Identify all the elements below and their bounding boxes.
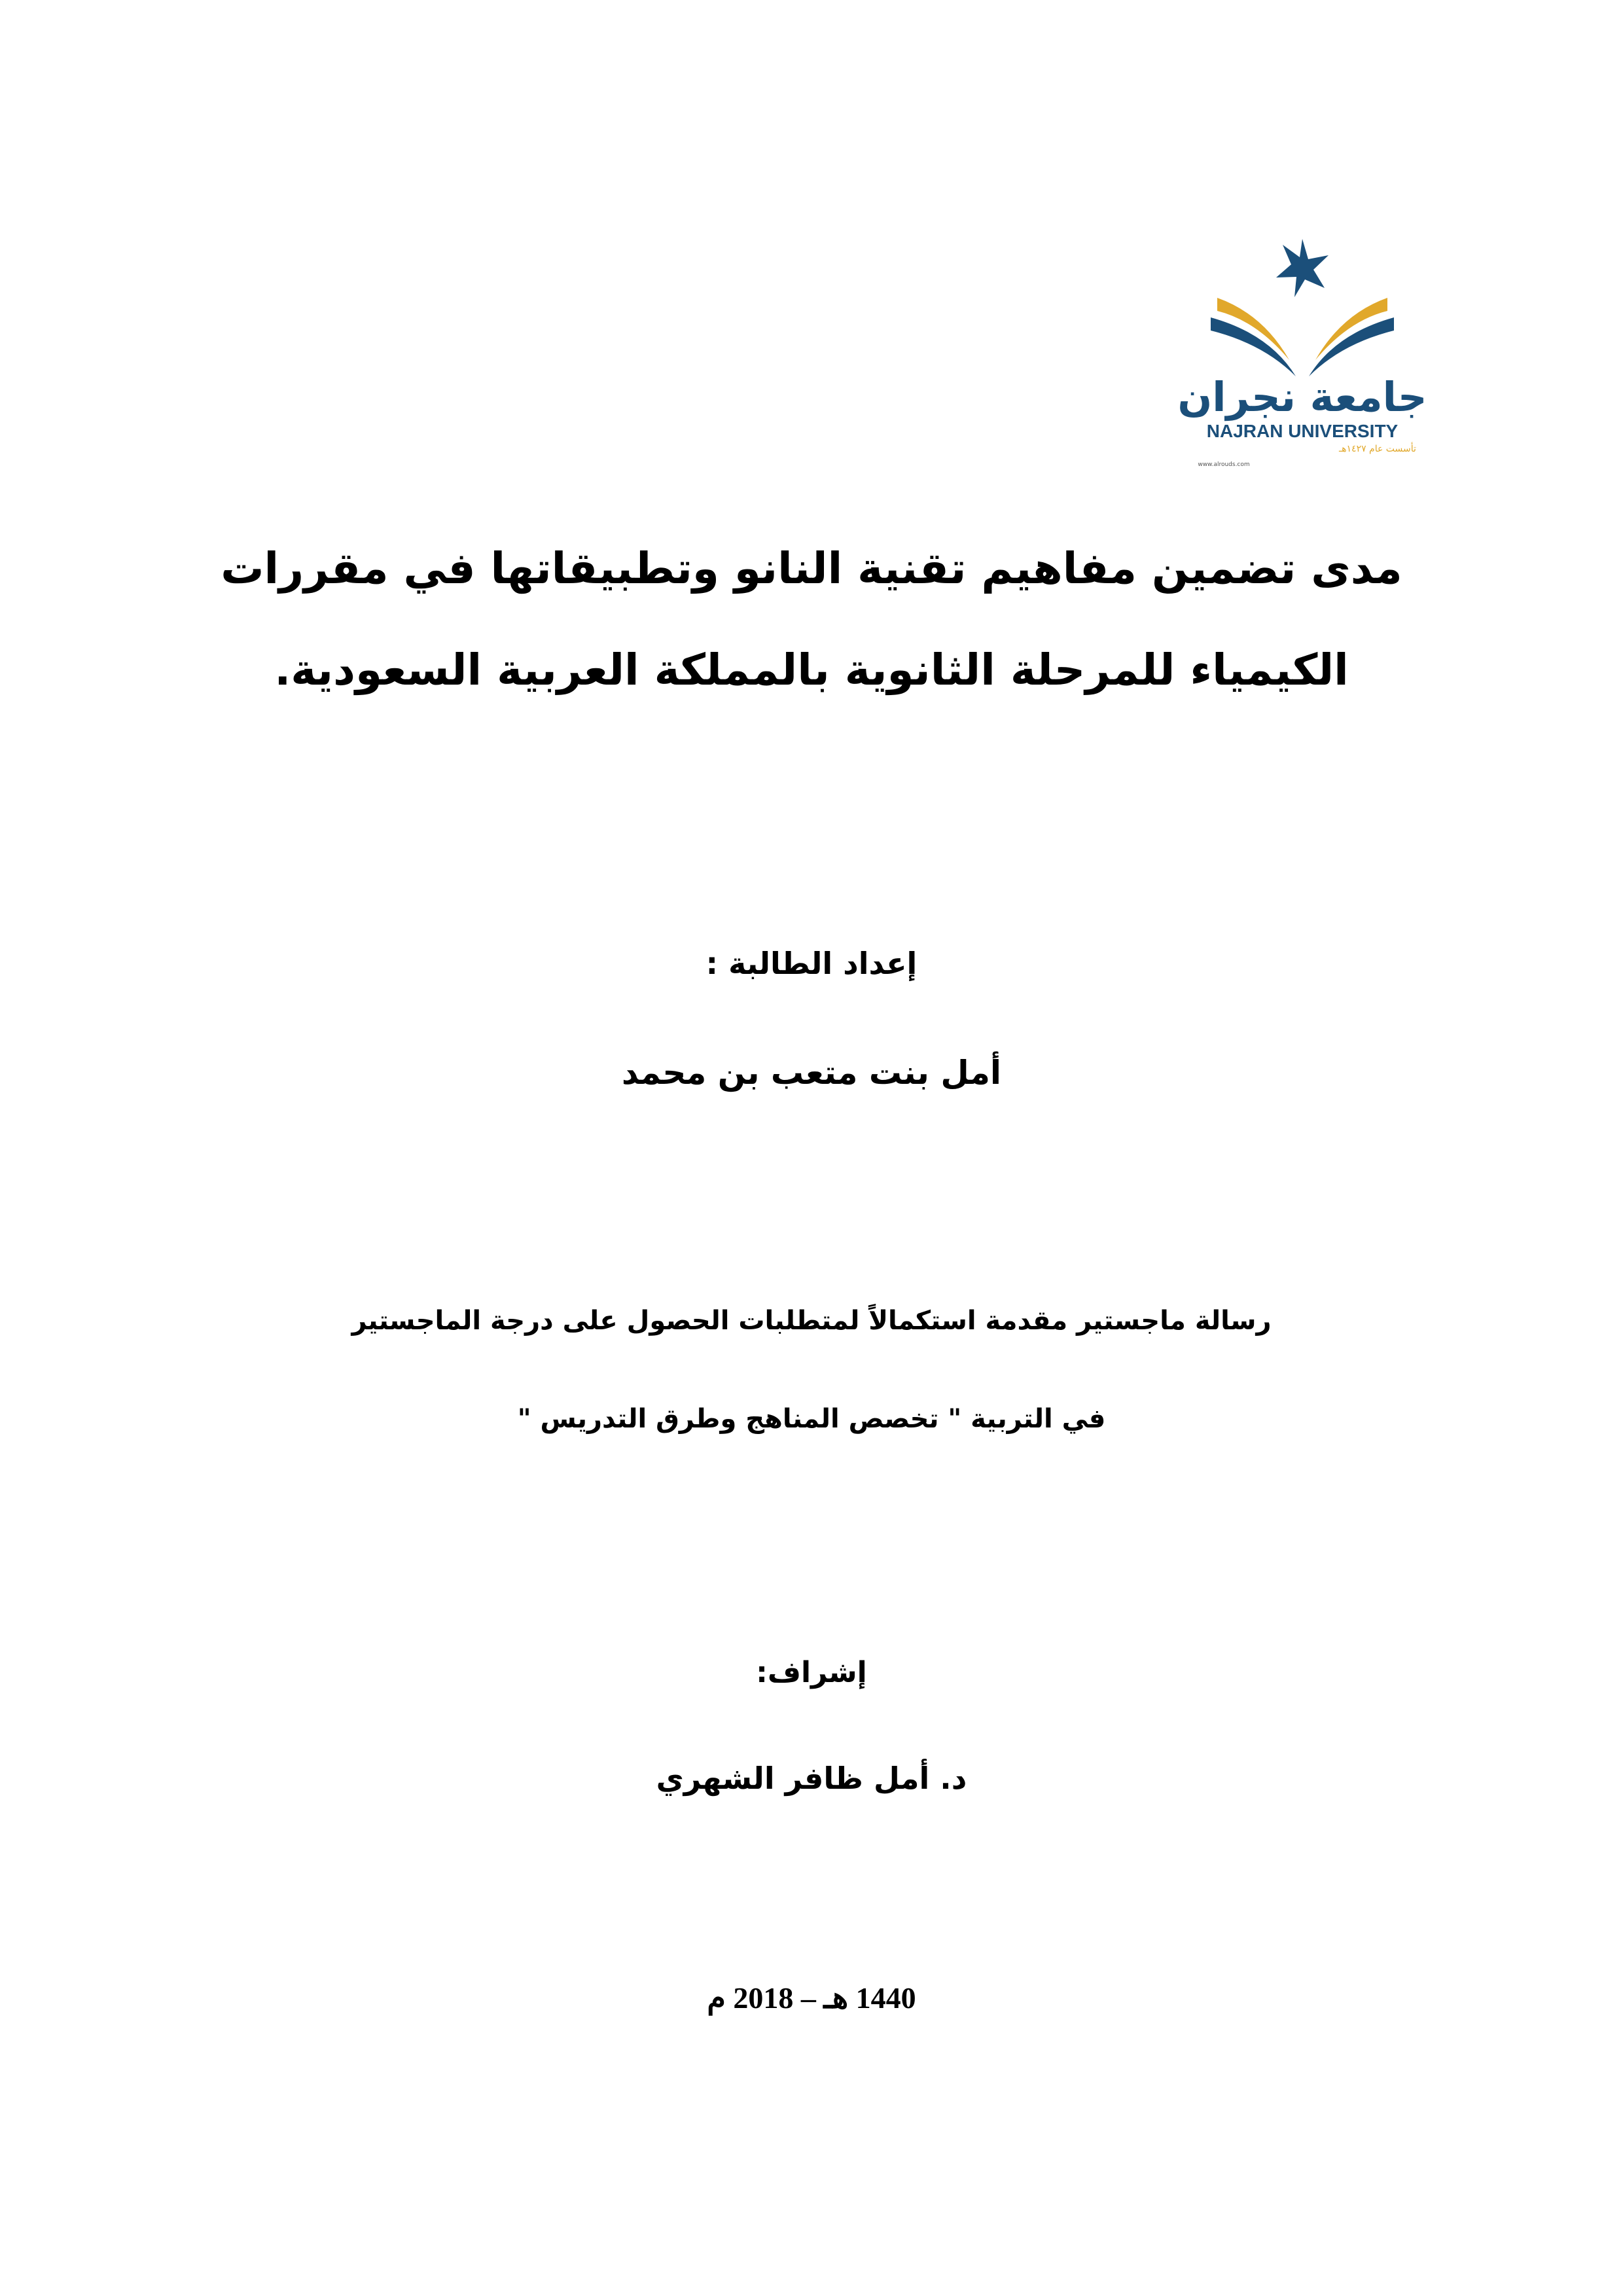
logo-arabic-name: جامعة نجران [1177,373,1427,421]
supervisor-name: د. أمل ظافر الشهري [656,1761,967,1796]
student-name: أمل بنت متعب بن محمد [621,1054,1002,1092]
degree-statement-line-1: رسالة ماجستير مقدمة استكمالاً لمتطلبات الحصول على درجة الماجستير [351,1306,1272,1336]
star-emblem-icon [1276,239,1329,297]
thesis-title-line-1: مدى تضمين مفاهيم تقنية النانو وتطبيقاتها في مقررات [221,543,1402,594]
logo-founded-text: تأسست عام ١٤٢٧هـ [1339,444,1416,454]
thesis-title-line-2: الكيمياء للمرحلة الثانوية بالمملكة العربية السعودية. [274,645,1349,695]
logo-website-text: www.alrouds.com [1198,461,1250,468]
prepared-by-label: إعداد الطالبة : [705,946,918,981]
university-logo [1171,236,1433,471]
logo-english-name: NAJRAN UNIVERSITY [1206,421,1399,441]
date-line: 1440 هـ – 2018 م [707,1981,916,2015]
najran-university-logo-graphic [1171,236,1433,471]
degree-statement-line-2: في التربية " تخصص المناهج وطرق التدريس " [517,1404,1106,1434]
supervision-label: إشراف: [756,1656,867,1689]
